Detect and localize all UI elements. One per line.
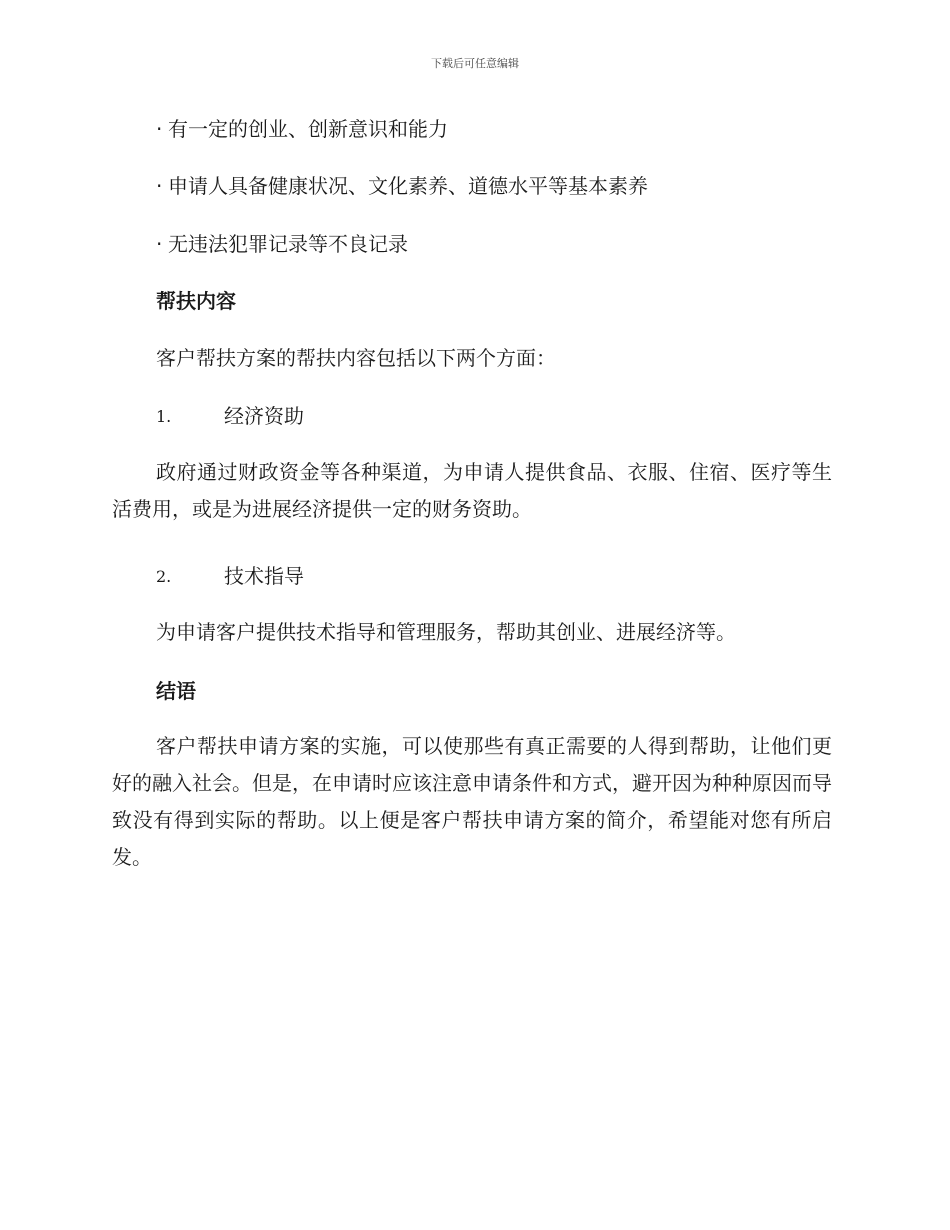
bullet-mark: · (156, 232, 163, 256)
page-header: 下载后可任意编辑 (431, 57, 519, 70)
list-item-body: 为申请客户提供技术指导和管理服务，帮助其创业、进展经济等。 (156, 620, 736, 644)
bullet-item (156, 171, 648, 201)
bullet-text: 申请人具备健康状况、文化素养、道德水平等基本素养 (168, 174, 648, 198)
bullet-text: 无违法犯罪记录等不良记录 (168, 232, 408, 256)
section-heading-help: 帮扶内容 (156, 289, 236, 313)
section-intro: 客户帮扶方案的帮扶内容包括以下两个方面： (156, 346, 556, 370)
bullet-text: 有一定的创业、创新意识和能力 (168, 117, 448, 141)
conclusion-body: 客户帮扶申请方案的实施，可以使那些有真正需要的人得到帮助，让他们更好的融入社会。但是，在申请时应该注意申请条件和方式，避开因为种种原因而导致没有得到实际的帮助。以上便是客户帮扶申请方案的简介，希望能对您有所启发。 (112, 734, 832, 869)
list-number: 1. (156, 407, 172, 426)
list-number: 2. (156, 567, 172, 586)
bullet-mark: · (156, 117, 163, 141)
bullet-item (156, 114, 448, 144)
list-item-title: 技术指导 (224, 564, 304, 588)
list-item-body: 政府通过财政资金等各种渠道，为申请人提供食品、衣服、住宿、医疗等生活费用，或是为进展经济提供一定的财务资助。 (112, 460, 832, 521)
section-heading-conclusion: 结语 (156, 679, 196, 703)
bullet-mark: · (156, 174, 163, 198)
list-item-title: 经济资助 (224, 404, 304, 428)
bullet-item (156, 229, 408, 259)
